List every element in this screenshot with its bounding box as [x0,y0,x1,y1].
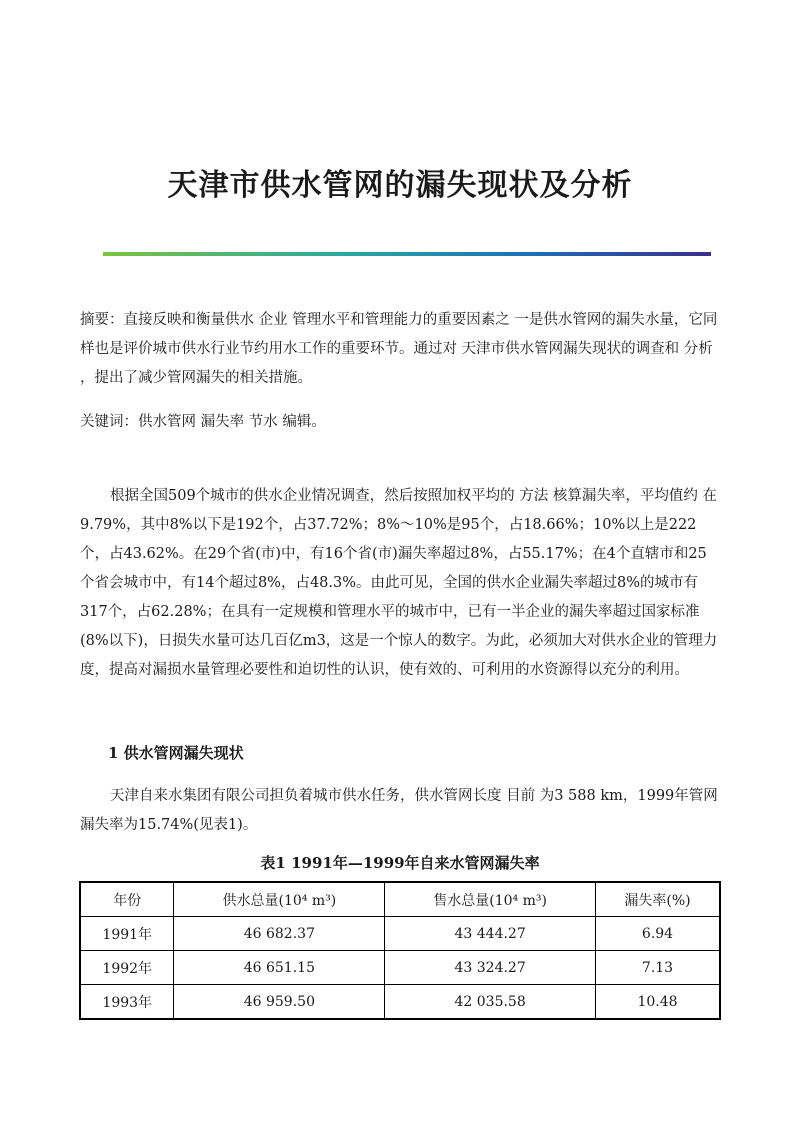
table-cell: 42 035.58 [385,985,596,1020]
title-divider [103,252,711,256]
header-cell-sales: 售水总量(10⁴ m³) [385,882,596,917]
header-cell-leak-rate: 漏失率(%) [596,882,721,917]
section-heading: 1 供水管网漏失现状 [108,744,244,762]
body-paragraph-1: 根据全国509个城市的供水企业情况调查，然后按照加权平均的 方法 核算漏失率，平均值约 在9.79%，其中8%以下是192个，占37.72%；8%～10%是95个，占18.66%；10%以上是222个，占43.62%。在29个省(市)中，有16个省(市)漏失率超过8%，占55.17%；在4个直辖市和25个省会城市中，有14个超过8%，占48.3%。由此可见，全国的供水企业漏失率超过8%的城市有317个，占62.28%；在具有一定规模和管理水平的城市中，已有一半企业的漏失率超过国家标准(8%以下)，日损失水量可达几百亿m3，这是一个惊人的数字。为此，必须加大对供水企业的管理力度，提高对漏损水量管理必要性和迫切性的认识，使有效的、可利用的水资源得以充分的利用。 [80,488,718,678]
table-cell: 46 651.15 [174,951,385,985]
table-header-row [80,882,720,917]
table-row [80,951,720,985]
leakage-table [79,881,721,1020]
table-row [80,917,720,951]
table-cell: 46 682.37 [174,917,385,951]
table-cell: 1993年 [80,985,174,1020]
header-cell-year: 年份 [80,882,174,917]
abstract: 摘要：直接反映和衡量供水 企业 管理水平和管理能力的重要因素之 一是供水管网的漏失水量，它同样也是评价城市供水行业节约用水工作的重要环节。通过对 天津市供水管网漏失现状的调查和 分析 ，提出了减少管网漏失的相关措施。 [80,312,718,386]
table-cell: 7.13 [596,951,721,985]
table-cell: 43 444.27 [385,917,596,951]
body-paragraph-2: 天津自来水集团有限公司担负着城市供水任务，供水管网长度 目前 为3 588 km，1999年管网漏失率为15.74%(见表1)。 [80,788,718,833]
table-cell: 6.94 [596,917,721,951]
table-cell: 43 324.27 [385,951,596,985]
table-cell: 1991年 [80,917,174,951]
table-cell: 1992年 [80,951,174,985]
header-cell-supply: 供水总量(10⁴ m³) [174,882,385,917]
table-caption: 表1 1991年—1999年自来水管网漏失率 [260,854,540,872]
table-cell: 46 959.50 [174,985,385,1020]
table-row [80,985,720,1020]
keywords: 关键词：供水管网 漏失率 节水 编辑。 [80,414,326,430]
paper-title: 天津市供水管网的漏失现状及分析 [167,168,633,203]
table-cell: 10.48 [596,985,721,1020]
